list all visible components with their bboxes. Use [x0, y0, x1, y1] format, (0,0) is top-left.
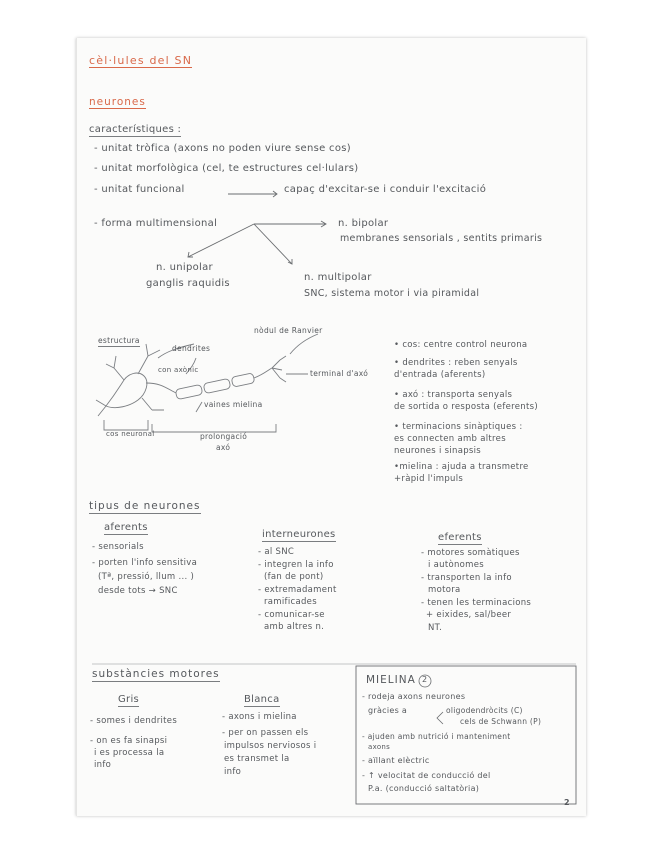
mielina-schwann: cels de Schwann (P) [460, 717, 542, 726]
gris-title: Gris [118, 694, 140, 705]
mielina-oligo: oligodendròcits (C) [446, 706, 523, 715]
mielina-line: P.a. (conducció saltatòria) [368, 784, 480, 793]
eferents-title: eferents [438, 532, 482, 543]
notebook-page [76, 38, 586, 816]
gris-line: i es processa la [94, 748, 165, 758]
interneurones-line: - al SNC [258, 547, 295, 557]
aferents-line: (Tª, pressió, llum ... ) [98, 572, 195, 582]
nodes-label: nòdul de Ranvier [254, 326, 323, 335]
aferents-line: desde tots → SNC [98, 586, 178, 596]
interneurones-line: - comunicar-se [258, 610, 325, 620]
interneurones-line: - extremadament [258, 585, 337, 595]
gris-line: - on es fa sinapsi [90, 736, 168, 746]
aferents-line: - porten l'info sensitiva [92, 558, 198, 568]
note-line: • cos: centre control neurona [394, 340, 528, 350]
mielina-line: - aïllant elèctric [362, 756, 430, 765]
page-title: cèl·lules del SN [89, 54, 193, 67]
unipolar-label: n. unipolar [156, 262, 213, 273]
gris-line: info [94, 760, 112, 770]
blanca-line: - per on passen els [222, 728, 309, 738]
blanca-line: info [224, 767, 242, 777]
blanca-line: - axons i mielina [222, 712, 297, 722]
multipolar-label: n. multipolar [304, 272, 372, 283]
note-line: •mielina : ajuda a transmetre [394, 462, 529, 472]
eferents-line: motora [428, 585, 461, 595]
mielina-line: - ↑ velocitat de conducció del [362, 771, 491, 780]
interneurones-line: (fan de pont) [264, 572, 324, 582]
bipolar-desc: membranes sensorials , sentits primaris [340, 233, 543, 244]
unipolar-desc: ganglis raquidis [146, 278, 230, 289]
item-funcional: - unitat funcional [94, 184, 185, 195]
bipolar-label: n. bipolar [338, 218, 389, 229]
interneurones-title: interneurones [262, 529, 336, 540]
mielina-line: - ajuden amb nutrició i manteniment [362, 732, 511, 741]
note-line: neurones i sinapsis [394, 446, 482, 456]
mielina-title: MIELINA [366, 674, 416, 686]
item-morfologica: - unitat morfològica (cel, te estructures cel·lulars) [94, 163, 359, 174]
eferents-line: - tenen les terminacions [421, 598, 532, 608]
note-line: • dendrites : reben senyals [394, 358, 518, 368]
gris-line: - somes i dendrites [90, 716, 178, 726]
neurones-heading: neurones [89, 96, 146, 108]
interneurones-line: - integren la info [258, 560, 334, 570]
eferents-line: - motores somàtiques [421, 548, 520, 558]
dendrites-label: dendrites [172, 344, 211, 353]
axo-label: axó [216, 443, 231, 452]
blanca-line: impulsos nerviosos i [224, 741, 317, 751]
mielina-badge: 2 [422, 675, 428, 684]
forma-label: - forma multimensional [94, 218, 218, 229]
interneurones-line: amb altres n. [264, 622, 325, 632]
substancies-heading: substàncies motores [92, 668, 220, 680]
functional-note: capaç d'excitar-se i conduir l'excitació [284, 184, 487, 195]
multipolar-desc: SNC, sistema motor i via piramidal [304, 288, 480, 299]
note-line: +ràpid l'impuls [394, 474, 464, 484]
note-line: de sortida o resposta (eferents) [394, 402, 538, 412]
note-line: • terminacions sinàptiques : [394, 422, 523, 432]
eferents-line: + eixides, sal/beer [426, 610, 512, 620]
con-axonic-label: con axònic [158, 366, 199, 374]
blanca-line: es transmet la [224, 754, 290, 764]
mielina-line: axons [368, 743, 391, 751]
mielina-line: - rodeja axons neurones [362, 692, 466, 701]
caracteristiques-heading: característiques : [89, 124, 182, 135]
note-line: es connecten amb altres [394, 434, 506, 444]
blanca-title: Blanca [244, 694, 280, 705]
note-line: d'entrada (aferents) [394, 370, 486, 380]
cos-label: cos neuronal [106, 430, 155, 438]
aferents-line: - sensorials [92, 542, 144, 552]
item-trofica: - unitat tròfica (axons no poden viure sense cos) [94, 143, 351, 154]
note-line: • axó : transporta senyals [394, 390, 513, 400]
eferents-line: - transporten la info [421, 573, 512, 583]
terminal-label: terminal d'axó [310, 369, 369, 378]
tipus-heading: tipus de neurones [89, 500, 201, 512]
estructura-label: estructura [98, 336, 140, 345]
vaines-label: vaines mielina [204, 400, 263, 409]
eferents-line: i autònomes [428, 560, 485, 570]
page-number: 2 [564, 798, 570, 807]
interneurones-line: ramificades [264, 597, 317, 607]
prolongacio-label: prolongació [200, 432, 248, 441]
mielina-line: gràcies a [368, 706, 408, 715]
aferents-title: aferents [104, 522, 148, 533]
eferents-line: NT. [428, 623, 443, 633]
